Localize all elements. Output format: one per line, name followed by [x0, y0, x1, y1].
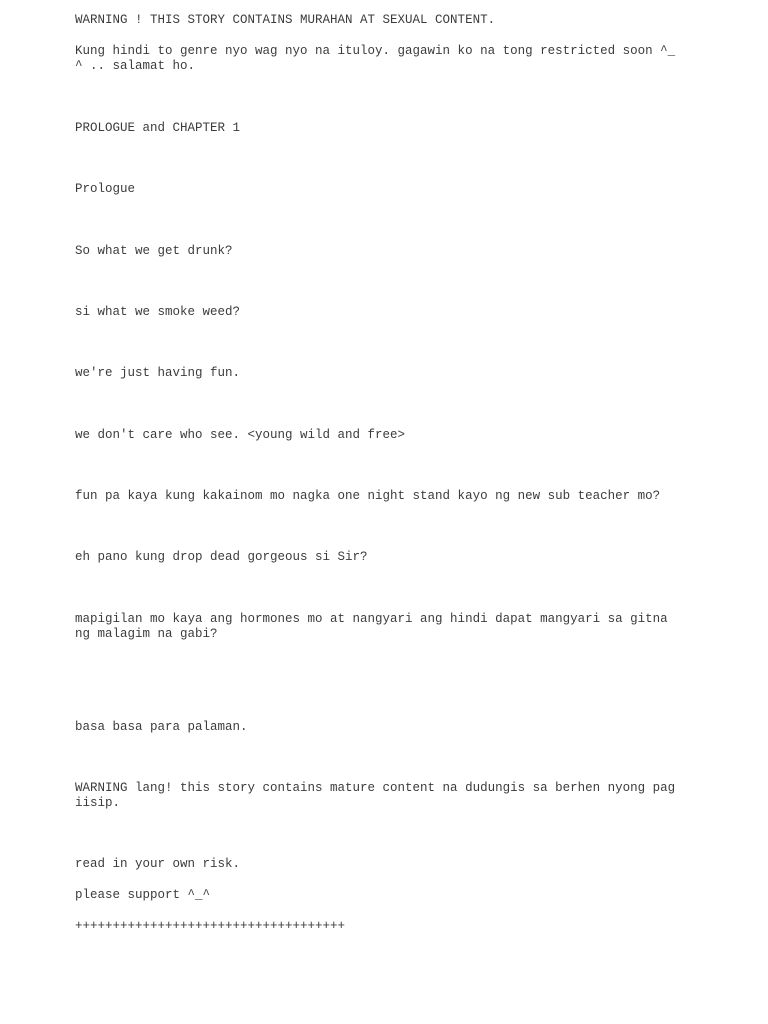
separator-line: ++++++++++++++++++++++++++++++++++++	[75, 919, 346, 933]
text-line: fun pa kaya kung kakainom mo nagka one night stand kayo ng new sub teacher mo?	[75, 489, 661, 503]
text-line: eh pano kung drop dead gorgeous si Sir?	[75, 550, 368, 564]
text-line: mapigilan mo kaya ang hormones mo at nangyari ang hindi dapat mangyari sa gitna ng malagim na gabi?	[75, 612, 668, 641]
support-note: please support ^_^	[75, 888, 211, 902]
text-line: read in your own risk.	[75, 857, 241, 871]
warning-heading: WARNING ! THIS STORY CONTAINS MURAHAN AT SEXUAL CONTENT.	[75, 13, 496, 27]
text-line: we're just having fun.	[75, 366, 241, 380]
text-line: So what we get drunk?	[75, 244, 233, 258]
text-line: basa basa para palaman.	[75, 720, 248, 734]
text-line: si what we smoke weed?	[75, 305, 241, 319]
text-line: we don't care who see. <young wild and free>	[75, 428, 406, 442]
mature-warning: WARNING lang! this story contains mature content na dudungis sa berhen nyong pag iisip.	[75, 781, 676, 810]
prologue-heading: Prologue	[75, 182, 136, 196]
genre-notice: Kung hindi to genre nyo wag nyo na ituloy. gagawin ko na tong restricted soon ^_ ^ .. salamat ho.	[75, 44, 676, 73]
section-title: PROLOGUE and CHAPTER 1	[75, 121, 241, 135]
